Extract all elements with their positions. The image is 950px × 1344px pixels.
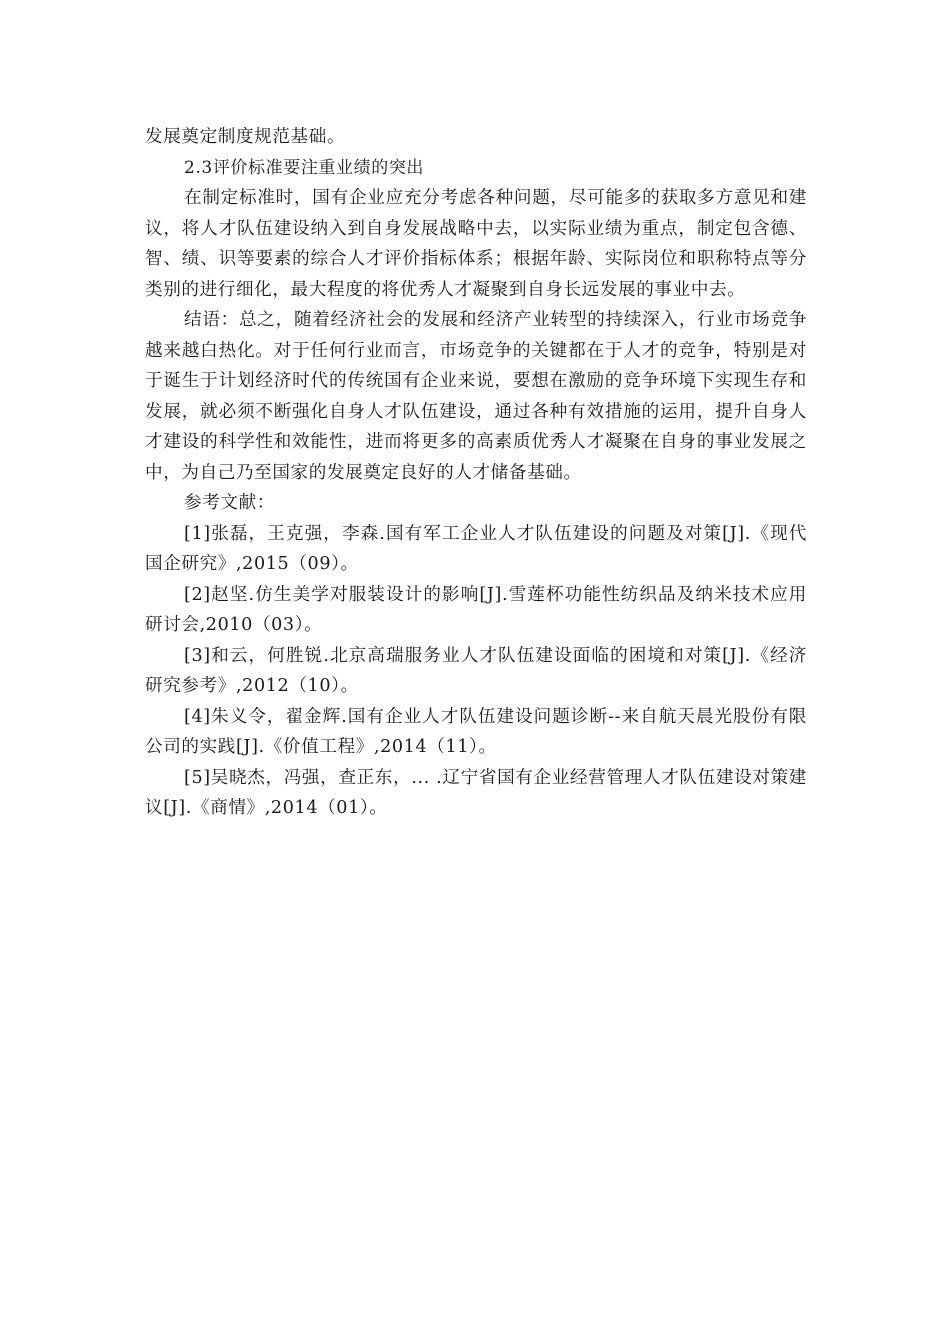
document-page <box>145 122 807 824</box>
reference-item-3: [3]和云，何胜锐.北京高瑞服务业人才队伍建设面临的困境和对策[J].《经济研究参考》,2012（10）。 <box>145 645 807 696</box>
paragraph-evaluation-standard: 在制定标准时，国有企业应充分考虑各种问题，尽可能多的获取多方意见和建议，将人才队伍建设纳入到自身发展战略中去，以实际业绩为重点，制定包含德、智、绩、识等要素的综合人才评价指标体系；根据年龄、实际岗位和职称特点等分类别的进行细化，最大程度的将优秀人才凝聚到自身长远发展的事业中去。 <box>145 188 807 300</box>
section-heading-2-3: 2.3评价标准要注重业绩的突出 <box>184 157 425 178</box>
paragraph-continuation: 发展奠定制度规范基础。 <box>145 127 346 147</box>
references-title: 参考文献： <box>184 493 275 513</box>
reference-item-4: [4]朱义令，翟金辉.国有企业人才队伍建设问题诊断--来自航天晨光股份有限公司的实践[J].《价值工程》,2014（11）。 <box>145 706 807 757</box>
reference-item-1: [1]张磊，王克强，李森.国有军工企业人才队伍建设的问题及对策[J].《现代国企研究》,2015（09）。 <box>145 523 807 574</box>
reference-item-5: [5]吴晓杰，冯强，查正东，... .辽宁省国有企业经营管理人才队伍建设对策建议[J].《商情》,2014（01）。 <box>145 767 807 818</box>
reference-item-2: [2]赵坚.仿生美学对服装设计的影响[J].雪莲杯功能性纺织品及纳米技术应用研讨会,2010（03）。 <box>145 584 807 635</box>
paragraph-conclusion: 结语：总之，随着经济社会的发展和经济产业转型的持续深入，行业市场竞争越来越白热化。对于任何行业而言，市场竞争的关键都在于人才的竞争，特别是对于诞生于计划经济时代的传统国有企业来说，要想在激励的竞争环境下实现生存和发展，就必须不断强化自身人才队伍建设，通过各种有效措施的运用，提升自身人才建设的科学性和效能性，进而将更多的高素质优秀人才凝聚在自身的事业发展之中，为自己乃至国家的发展奠定良好的人才储备基础。 <box>145 310 807 483</box>
reference-list <box>145 519 807 824</box>
